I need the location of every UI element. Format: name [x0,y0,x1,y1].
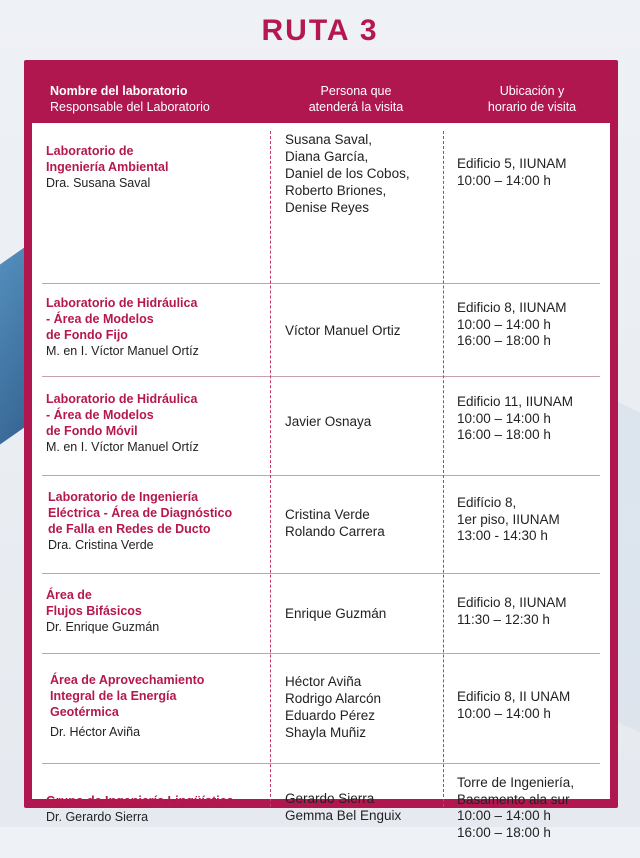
table-row [32,376,610,475]
header-persona-column: Persona que atenderá la visita [308,84,404,114]
column-divider [443,131,444,807]
lab-responsable: M. en I. Víctor Manuel Ortíz [46,440,199,454]
ubicacion-cell: Edificio 8, II UNAM 10:00 – 14:00 h [457,689,571,721]
header-lab-responsable: Responsable del Laboratorio [50,100,210,114]
persona-cell: Enrique Guzmán [285,606,387,621]
lab-cell [46,587,266,635]
lab-responsable: Dra. Cristina Verde [48,538,154,552]
lab-name: Grupo de Ingeniería Lingüística [46,794,234,808]
column-divider [270,131,271,807]
table-row [32,763,610,858]
persona-cell: Cristina Verde Rolando Carrera [285,507,385,539]
lab-name: Laboratorio de Ingeniería Ambiental [46,144,169,174]
ubicacion-cell: Edificio 8, IIUNAM 10:00 – 14:00 h 16:00 – 18:00 h [457,300,567,348]
lab-cell [46,295,266,359]
header-lab-column [50,83,210,115]
table-body [32,123,610,840]
table-row [32,653,610,763]
schedule-table-frame [24,60,618,840]
lab-cell [50,672,270,740]
ubicacion-cell: Edificio 8, IIUNAM 11:30 – 12:30 h [457,595,567,627]
table-row [32,123,610,283]
lab-cell [46,143,266,191]
ubicacion-cell: Edificio 11, IIUNAM 10:00 – 14:00 h 16:00 – 18:00 h [457,394,574,442]
lab-name: Laboratorio de Hidráulica - Área de Modelos de Fondo Móvil [46,392,198,438]
persona-cell: Gerardo Sierra Gemma Bel Enguix [285,791,402,823]
lab-cell [48,489,278,553]
lab-responsable: Dr. Héctor Aviña [50,725,141,739]
page-title: RUTA 3 [261,14,379,47]
header-ubicacion-column: Ubicación y horario de visita [487,84,577,114]
table-header [24,60,618,122]
lab-responsable: Dra. Susana Saval [46,176,151,190]
lab-name: Área de Aprovechamiento Integral de la Energía Geotérmica [50,673,205,719]
persona-cell: Javier Osnaya [285,414,372,429]
lab-name: Laboratorio de Ingeniería Eléctrica - Área de Diagnóstico de Falla en Redes de Ducto [48,490,233,536]
ubicacion-cell: Edificio 5, IIUNAM 10:00 – 14:00 h [457,156,567,188]
table-row [32,283,610,376]
lab-cell [46,391,266,455]
persona-cell: Víctor Manuel Ortiz [285,323,401,338]
table-row [32,475,610,573]
lab-cell [46,793,266,825]
ubicacion-cell: Torre de Ingeniería, Basamento ala sur 10:00 – 14:00 h 16:00 – 18:00 h [457,775,575,840]
lab-name: Laboratorio de Hidráulica - Área de Modelos de Fondo Fijo [46,296,198,342]
persona-cell: Héctor Aviña Rodrigo Alarcón Eduardo Pérez Shayla Muñiz [285,674,382,740]
lab-name: Área de Flujos Bifásicos [46,588,142,618]
table-row [32,573,610,653]
lab-responsable: Dr. Gerardo Sierra [46,810,149,824]
lab-responsable: Dr. Enrique Guzmán [46,620,160,634]
persona-cell: Susana Saval, Diana García, Daniel de los Cobos, Roberto Briones, Denise Reyes [285,132,410,215]
lab-responsable: M. en I. Víctor Manuel Ortíz [46,344,199,358]
ubicacion-cell: Edifício 8, 1er piso, IIUNAM 13:00 - 14:30 h [457,495,560,543]
header-lab-name: Nombre del laboratorio [50,84,188,98]
